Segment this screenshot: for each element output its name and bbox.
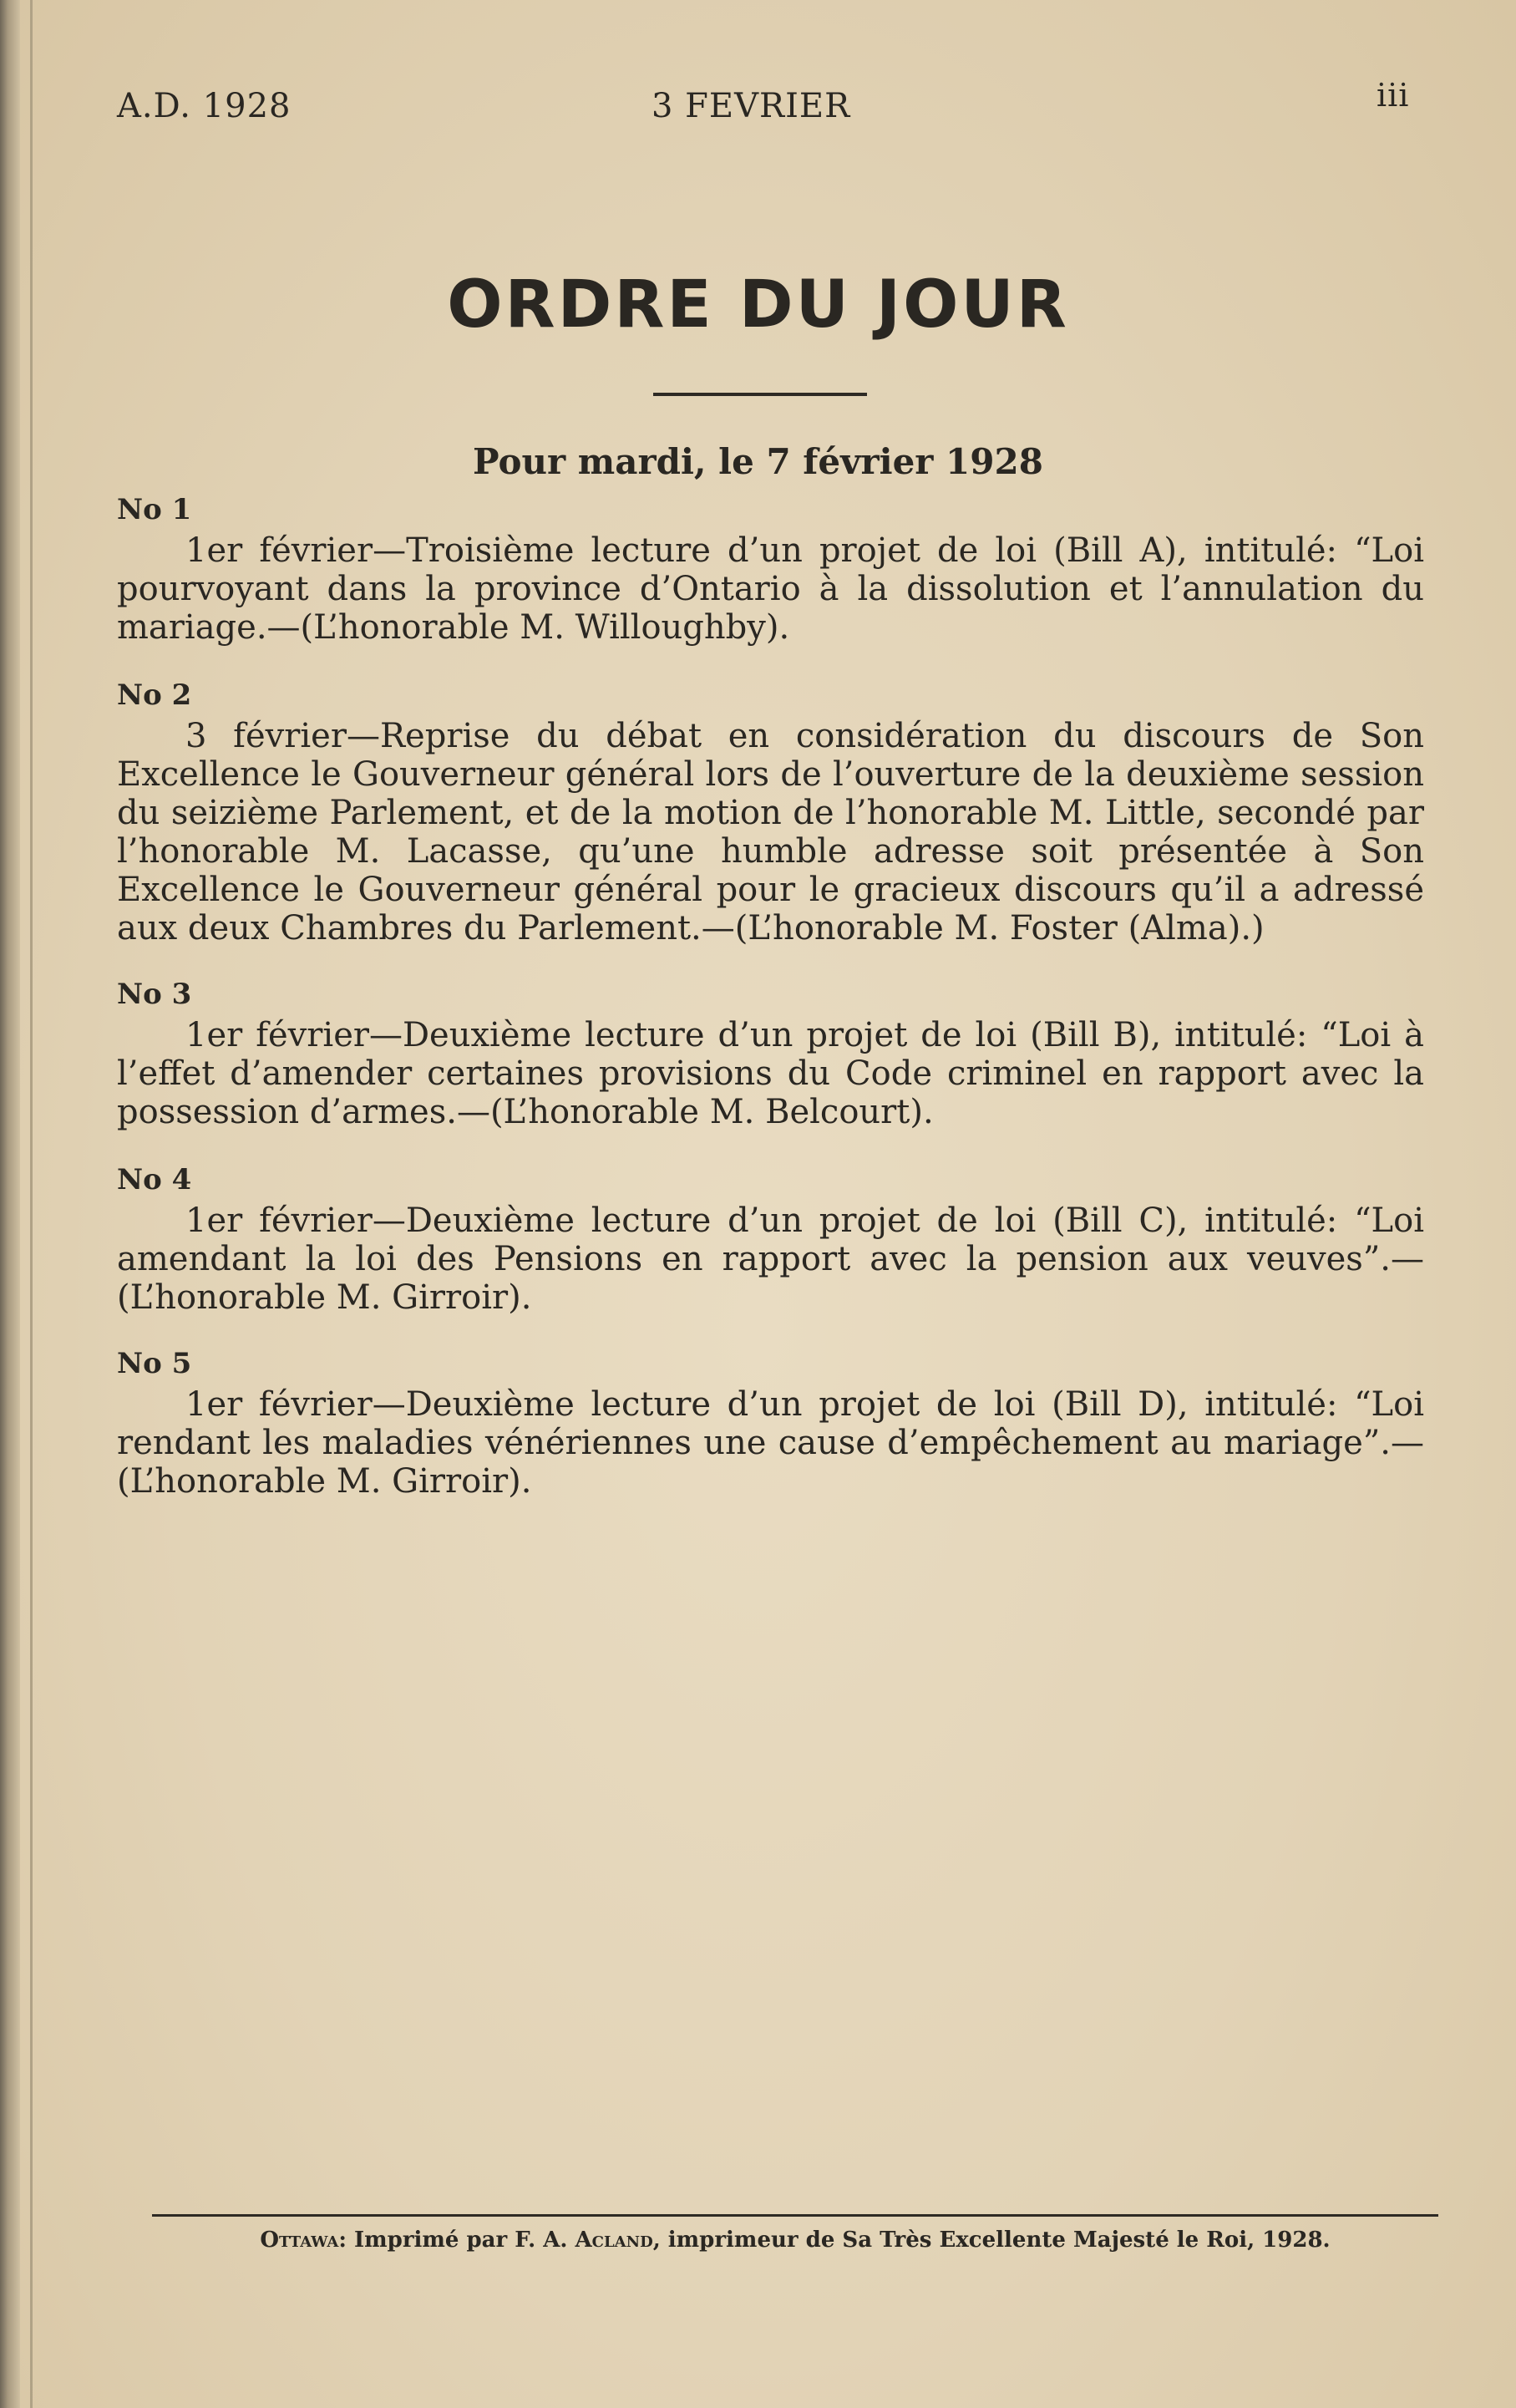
item-text: 3 février—Reprise du débat en considération du discours de Son Excellence le Gouverneur général lors de l’ouverture de la deuxième session du seizième Parlement, et de la motion de l’honorable M. Little, secondé par l’honorable M. Lacasse, qu’une humble adresse soit présentée à Son Excellence le Gouverneur général pour le gracieux discours qu’il a adressé aux deux Chambres du Parlement.—(L’honorable M. Foster (Alma).) xyxy=(117,717,1424,947)
item-text: 1er février—Deuxième lecture d’un projet de loi (Bill D), intitulé: “Loi rendant les maladies vénériennes une cause d’empêchement au mariage”.—(L’honorable M. Girroir). xyxy=(117,1385,1424,1501)
item-number: No 4 xyxy=(117,1163,192,1196)
imprint-city: Ottawa xyxy=(260,2228,339,2253)
agenda-item-2 xyxy=(117,678,1424,947)
header-date: 3 FEVRIER xyxy=(652,87,851,125)
item-number: No 1 xyxy=(117,493,192,526)
item-number: No 5 xyxy=(117,1347,192,1380)
imprint-printer: Acland xyxy=(575,2228,653,2253)
imprint-text-2: , imprimeur de Sa Très Excellente Majesté le Roi, 1928. xyxy=(652,2228,1331,2253)
page-subtitle: Pour mardi, le 7 février 1928 xyxy=(473,441,1043,482)
imprint-text-1: : Imprimé par F. A. xyxy=(338,2228,575,2253)
item-text: 1er février—Deuxième lecture d’un projet de loi (Bill C), intitulé: “Loi amendant la loi des Pensions en rapport avec la pension aux veuves”.—(L’honorable M. Girroir). xyxy=(117,1201,1424,1317)
item-text: 1er février—Troisième lecture d’un projet de loi (Bill A), intitulé: “Loi pourvoyant dans la province d’Ontario à la dissolution et l’annulation du mariage.—(L’honorable M. Willoughby). xyxy=(117,531,1424,647)
binding-edge xyxy=(0,0,20,2408)
footer-divider xyxy=(152,2214,1438,2217)
agenda-item-3 xyxy=(117,978,1424,1131)
printer-imprint xyxy=(152,2228,1438,2253)
agenda-item-5 xyxy=(117,1347,1424,1501)
agenda-item-4 xyxy=(117,1163,1424,1317)
binding-line xyxy=(30,0,33,2408)
item-number: No 3 xyxy=(117,978,192,1011)
item-number: No 2 xyxy=(117,678,192,712)
header-year: A.D. 1928 xyxy=(117,87,292,125)
agenda-item-1 xyxy=(117,493,1424,647)
page-title: ORDRE DU JOUR xyxy=(447,267,1069,343)
title-divider xyxy=(653,393,867,396)
page-number: iii xyxy=(1377,77,1410,114)
item-text: 1er février—Deuxième lecture d’un projet de loi (Bill B), intitulé: “Loi à l’effet d’amender certaines provisions du Code criminel en rapport avec la possession d’armes.—(L’honorable M. Belcourt). xyxy=(117,1016,1424,1131)
